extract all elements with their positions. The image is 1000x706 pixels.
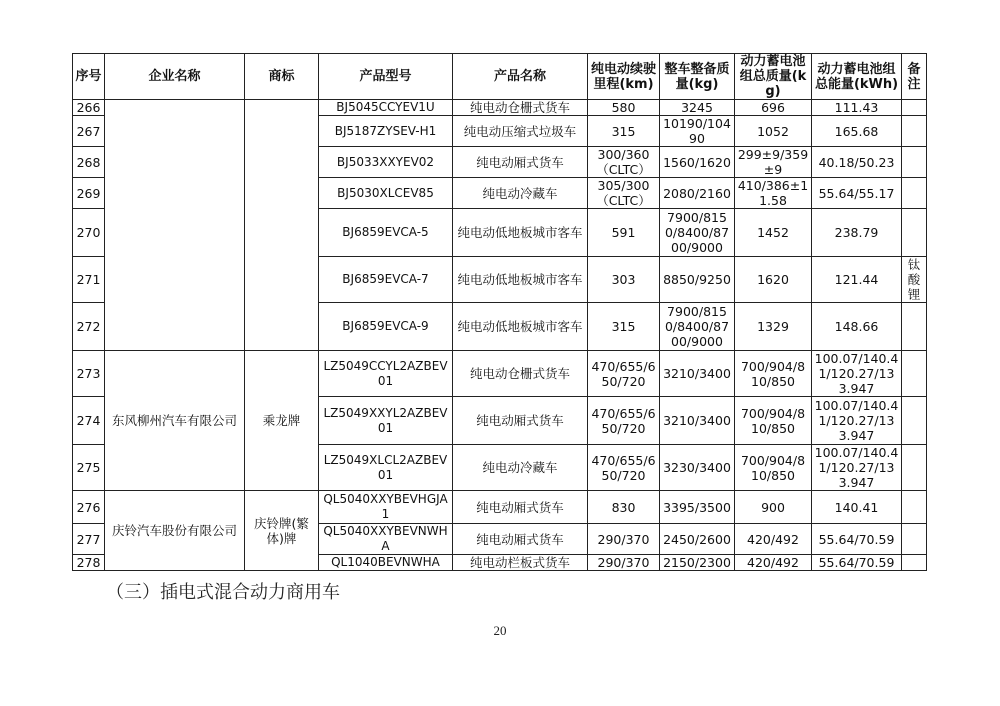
- cell-battery-mass: 1452: [735, 209, 812, 257]
- cell-brand: 庆铃牌(繁体)牌: [245, 491, 319, 571]
- cell-battery-mass: 420/492: [735, 555, 812, 571]
- cell-remark: [902, 100, 927, 116]
- cell-model: BJ6859EVCA-7: [319, 257, 453, 303]
- cell-product-name: 纯电动压缩式垃圾车: [453, 116, 588, 147]
- cell-model: BJ6859EVCA-9: [319, 303, 453, 351]
- table-row: [73, 491, 927, 524]
- cell-remark: [902, 147, 927, 178]
- cell-remark: [902, 303, 927, 351]
- cell-no: 278: [73, 555, 105, 571]
- cell-no: 276: [73, 491, 105, 524]
- header-battery-energy: 动力蓄电池组总能量(kWh): [812, 54, 902, 100]
- cell-product-name: 纯电动仓栅式货车: [453, 100, 588, 116]
- cell-model: BJ5045CCYEV1U: [319, 100, 453, 116]
- cell-battery-energy: 121.44: [812, 257, 902, 303]
- cell-range: 290/370: [588, 555, 660, 571]
- header-remark: 备注: [902, 54, 927, 100]
- table-row: [73, 100, 927, 116]
- header-battery-mass: 动力蓄电池组总质量(kg): [735, 54, 812, 100]
- cell-battery-mass: 299±9/359±9: [735, 147, 812, 178]
- cell-battery-mass: 900: [735, 491, 812, 524]
- cell-curb-mass: 3395/3500: [660, 491, 735, 524]
- cell-battery-energy: 238.79: [812, 209, 902, 257]
- cell-no: 273: [73, 351, 105, 397]
- cell-remark: [902, 397, 927, 445]
- page-number: 20: [493, 623, 507, 638]
- header-range: 纯电动续驶里程(km): [588, 54, 660, 100]
- cell-curb-mass: 7900/8150/8400/8700/9000: [660, 303, 735, 351]
- cell-range: 580: [588, 100, 660, 116]
- cell-no: 275: [73, 445, 105, 491]
- cell-model: BJ5187ZYSEV-H1: [319, 116, 453, 147]
- cell-product-name: 纯电动低地板城市客车: [453, 257, 588, 303]
- cell-product-name: 纯电动厢式货车: [453, 397, 588, 445]
- cell-range: 470/655/650/720: [588, 397, 660, 445]
- cell-range: 591: [588, 209, 660, 257]
- cell-product-name: 纯电动低地板城市客车: [453, 209, 588, 257]
- cell-range: 470/655/650/720: [588, 445, 660, 491]
- cell-no: 274: [73, 397, 105, 445]
- cell-battery-energy: 148.66: [812, 303, 902, 351]
- section-title: （三）插电式混合动力商用车: [106, 582, 340, 603]
- cell-curb-mass: 3210/3400: [660, 351, 735, 397]
- cell-curb-mass: 10190/10490: [660, 116, 735, 147]
- cell-remark: [902, 209, 927, 257]
- cell-no: 269: [73, 178, 105, 209]
- cell-company: 东风柳州汽车有限公司: [105, 351, 245, 491]
- cell-no: 277: [73, 524, 105, 555]
- cell-model: LZ5049XLCL2AZBEV01: [319, 445, 453, 491]
- cell-battery-mass: 700/904/810/850: [735, 397, 812, 445]
- header-product-name: 产品名称: [453, 54, 588, 100]
- header-curb-mass: 整车整备质量(kg): [660, 54, 735, 100]
- cell-battery-energy: 140.41: [812, 491, 902, 524]
- header-no: 序号: [73, 54, 105, 100]
- cell-battery-energy: 100.07/140.41/120.27/133.947: [812, 351, 902, 397]
- cell-battery-energy: 165.68: [812, 116, 902, 147]
- cell-battery-energy: 55.64/55.17: [812, 178, 902, 209]
- cell-battery-mass: 420/492: [735, 524, 812, 555]
- cell-range: 303: [588, 257, 660, 303]
- cell-battery-mass: 696: [735, 100, 812, 116]
- cell-range: 830: [588, 491, 660, 524]
- cell-brand: [245, 100, 319, 351]
- cell-remark: [902, 178, 927, 209]
- cell-battery-energy: 55.64/70.59: [812, 524, 902, 555]
- cell-no: 267: [73, 116, 105, 147]
- cell-range: 470/655/650/720: [588, 351, 660, 397]
- table-row: [73, 351, 927, 397]
- cell-model: QL1040BEVNWHA: [319, 555, 453, 571]
- cell-remark: [902, 524, 927, 555]
- cell-remark: [902, 116, 927, 147]
- cell-product-name: 纯电动厢式货车: [453, 491, 588, 524]
- cell-battery-energy: 40.18/50.23: [812, 147, 902, 178]
- cell-no: 272: [73, 303, 105, 351]
- cell-curb-mass: 2450/2600: [660, 524, 735, 555]
- cell-model: BJ6859EVCA-5: [319, 209, 453, 257]
- cell-curb-mass: 3210/3400: [660, 397, 735, 445]
- cell-product-name: 纯电动低地板城市客车: [453, 303, 588, 351]
- cell-product-name: 纯电动冷藏车: [453, 178, 588, 209]
- cell-model: LZ5049XXYL2AZBEV01: [319, 397, 453, 445]
- cell-battery-mass: 410/386±11.58: [735, 178, 812, 209]
- cell-range: 315: [588, 116, 660, 147]
- cell-product-name: 纯电动仓栅式货车: [453, 351, 588, 397]
- cell-curb-mass: 3230/3400: [660, 445, 735, 491]
- vehicle-catalog-table: [72, 53, 927, 571]
- cell-battery-energy: 100.07/140.41/120.27/133.947: [812, 445, 902, 491]
- cell-range: 305/300（CLTC）: [588, 178, 660, 209]
- header-model: 产品型号: [319, 54, 453, 100]
- cell-product-name: 纯电动冷藏车: [453, 445, 588, 491]
- cell-curb-mass: 2150/2300: [660, 555, 735, 571]
- cell-range: 290/370: [588, 524, 660, 555]
- cell-range: 315: [588, 303, 660, 351]
- cell-remark: [902, 491, 927, 524]
- cell-battery-mass: 1052: [735, 116, 812, 147]
- cell-no: 268: [73, 147, 105, 178]
- cell-curb-mass: 1560/1620: [660, 147, 735, 178]
- cell-model: LZ5049CCYL2AZBEV01: [319, 351, 453, 397]
- cell-product-name: 纯电动厢式货车: [453, 524, 588, 555]
- table-body: [73, 100, 927, 571]
- table-header-row: [73, 54, 927, 100]
- cell-remark: 钛酸锂: [902, 257, 927, 303]
- cell-battery-mass: 700/904/810/850: [735, 445, 812, 491]
- cell-product-name: 纯电动厢式货车: [453, 147, 588, 178]
- cell-no: 270: [73, 209, 105, 257]
- cell-remark: [902, 445, 927, 491]
- cell-remark: [902, 351, 927, 397]
- cell-brand: 乘龙牌: [245, 351, 319, 491]
- cell-model: QL5040XXYBEVNWHA: [319, 524, 453, 555]
- cell-battery-energy: 55.64/70.59: [812, 555, 902, 571]
- cell-battery-energy: 111.43: [812, 100, 902, 116]
- cell-no: 271: [73, 257, 105, 303]
- cell-curb-mass: 2080/2160: [660, 178, 735, 209]
- header-brand: 商标: [245, 54, 319, 100]
- cell-model: BJ5033XXYEV02: [319, 147, 453, 178]
- header-company: 企业名称: [105, 54, 245, 100]
- cell-curb-mass: 3245: [660, 100, 735, 116]
- cell-remark: [902, 555, 927, 571]
- cell-curb-mass: 8850/9250: [660, 257, 735, 303]
- cell-company: 庆铃汽车股份有限公司: [105, 491, 245, 571]
- cell-product-name: 纯电动栏板式货车: [453, 555, 588, 571]
- cell-battery-energy: 100.07/140.41/120.27/133.947: [812, 397, 902, 445]
- cell-no: 266: [73, 100, 105, 116]
- cell-model: QL5040XXYBEVHGJA1: [319, 491, 453, 524]
- cell-model: BJ5030XLCEV85: [319, 178, 453, 209]
- cell-battery-mass: 700/904/810/850: [735, 351, 812, 397]
- cell-battery-mass: 1620: [735, 257, 812, 303]
- cell-curb-mass: 7900/8150/8400/8700/9000: [660, 209, 735, 257]
- cell-range: 300/360（CLTC）: [588, 147, 660, 178]
- cell-company: [105, 100, 245, 351]
- cell-battery-mass: 1329: [735, 303, 812, 351]
